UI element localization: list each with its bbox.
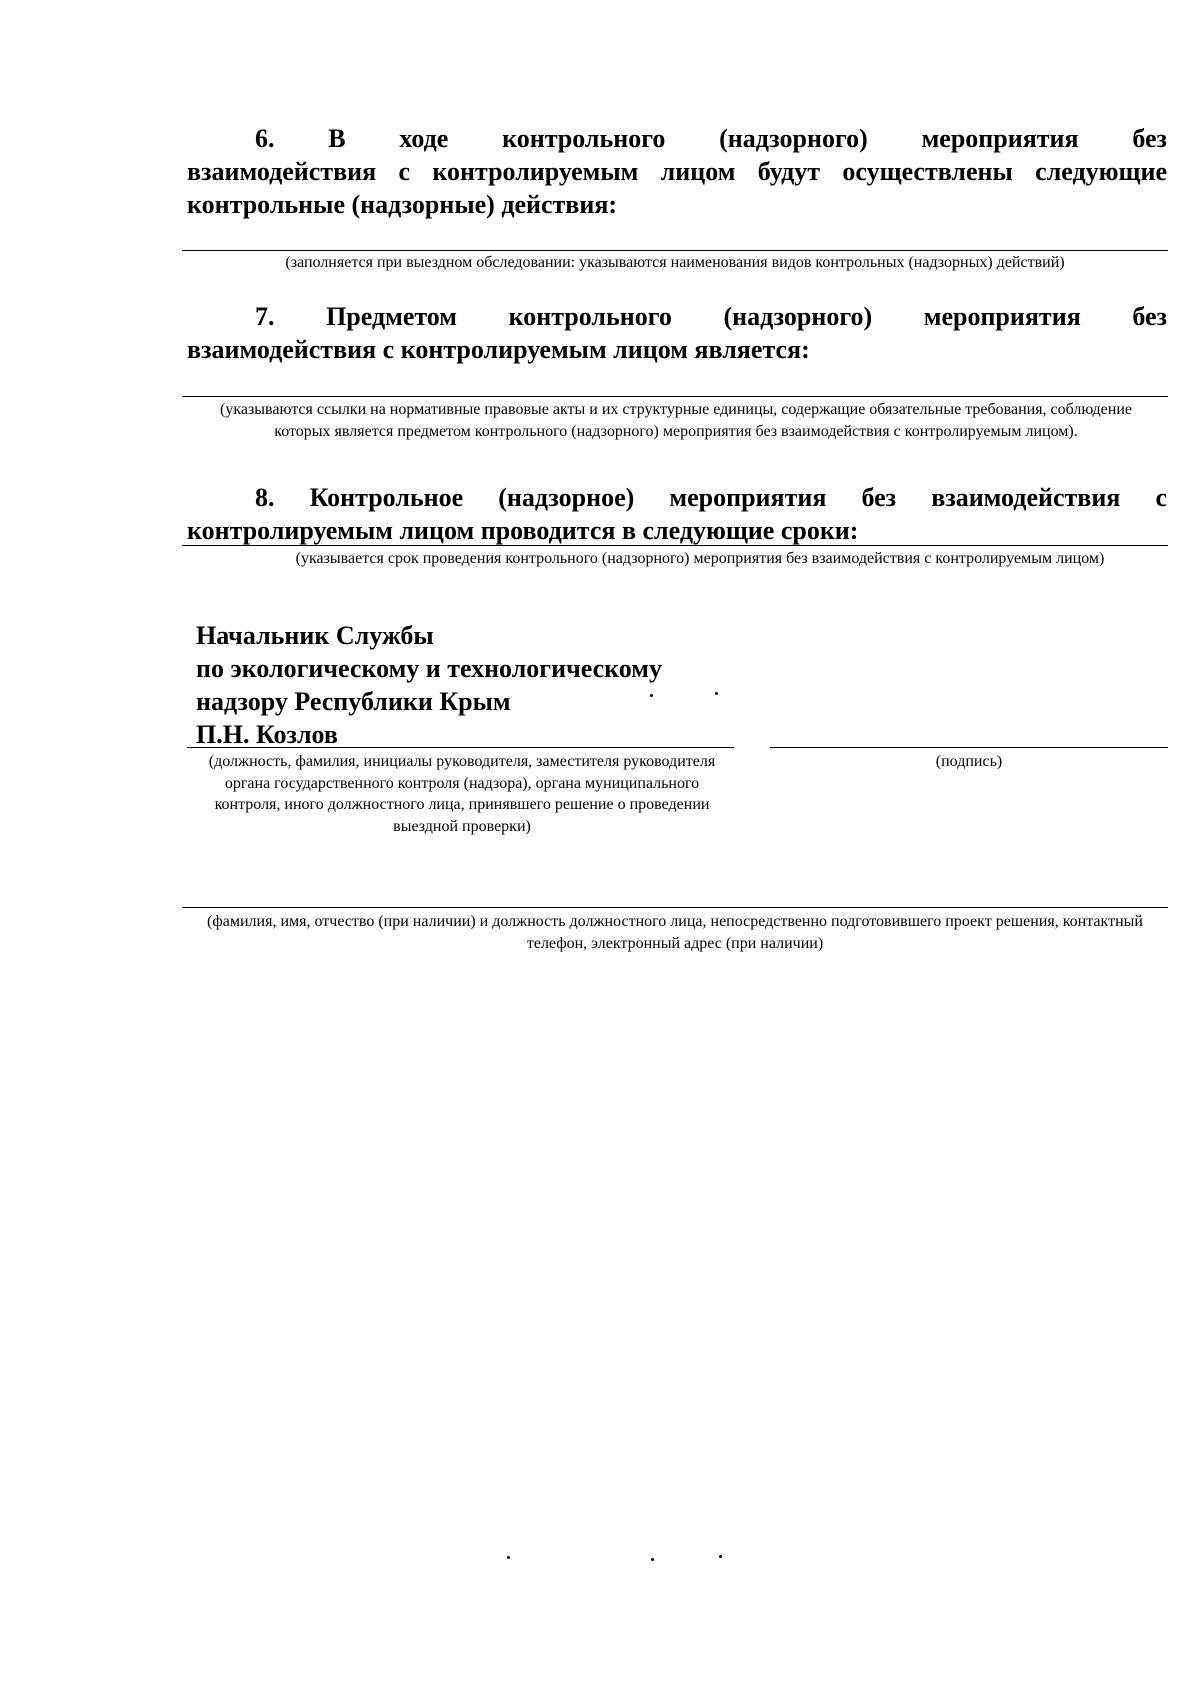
scan-speck [507,1556,510,1559]
section-8-fill-line [182,545,1168,546]
preparer-fill-line [182,907,1168,908]
scan-speck [650,694,653,697]
signer-line-2: по экологическому и технологическому [196,654,662,683]
scan-speck [715,692,718,695]
section-7-note: (указываются ссылки на нормативные правовые акты и их структурные единицы, содержащие обязательные требования, соблюдение которых является предметом контрольного (надзорного) мероприятия без взаимодействия с контролируемым лицом). [220,401,1132,440]
preparer-note: (фамилия, имя, отчество (при наличии) и должность должностного лица, непосредственно подготовившего проект решения, контактный телефон, электронный адрес (при наличии) [207,913,1143,952]
position-fill-line [187,747,734,748]
signature-note: (подпись) [935,753,1003,770]
section-7-first-line: 7. Предметом контрольного (надзорного) мероприятия без [255,302,1167,331]
section-7-rest: взаимодействия с контролируемым лицом является: [187,335,810,364]
signer-block [196,619,736,751]
signer-line-3: надзору Республики Крым [196,687,511,716]
section-6-note: (заполняется при выездном обследовании: указываются наименования видов контрольных (надзорных) действий) [285,254,1065,271]
signature-fill-line [770,747,1168,748]
section-7-paragraph [187,300,1167,366]
section-6-fill-line [182,250,1168,251]
signer-name: П.Н. Козлов [196,720,338,749]
section-8-note: (указывается срок проведения контрольного (надзорного) мероприятия без взаимодействия с контролируемым лицом) [295,550,1105,567]
section-8-paragraph [187,481,1167,547]
section-7-fill-line [182,396,1168,397]
section-6-rest: взаимодействия с контролируемым лицом будут осуществлены следующие контрольные (надзорные) действия: [187,157,1167,219]
section-8-rest: контролируемым лицом проводится в следующие сроки: [187,516,859,545]
signer-line-1: Начальник Службы [196,621,434,650]
position-note: (должность, фамилия, инициалы руководителя, заместителя руководителя органа государственного контроля (надзора), органа муниципального контроля, иного должностного лица, принявшего решение о проведении выездной проверки) [208,753,716,835]
section-6-first-line: 6. В ходе контрольного (надзорного) мероприятия без [255,124,1167,153]
scan-speck [719,1555,722,1558]
section-8-first-line: 8. Контрольное (надзорное) мероприятия без взаимодействия с [255,483,1167,512]
scan-speck [651,1558,654,1561]
section-6-paragraph [187,122,1167,221]
